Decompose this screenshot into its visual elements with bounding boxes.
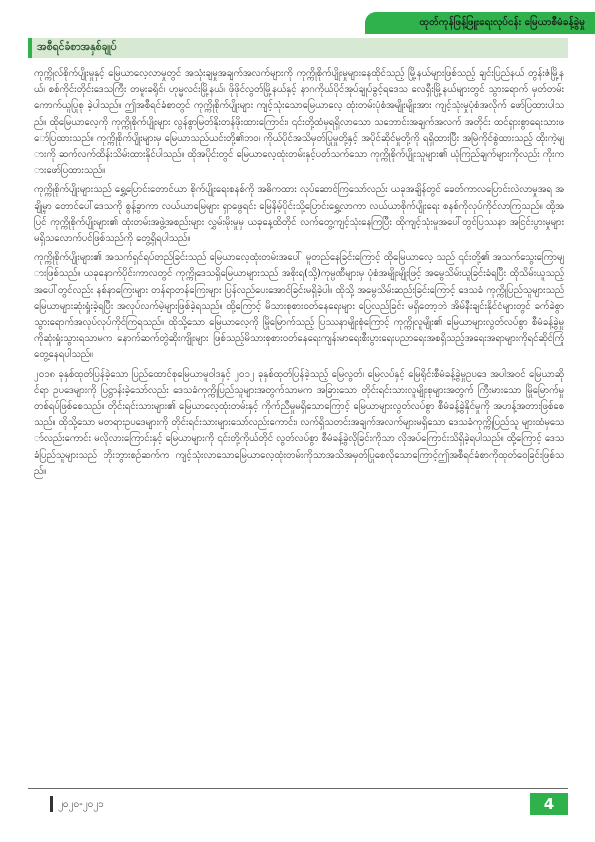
page-number: 4	[543, 795, 555, 813]
header-banner	[365, 12, 595, 34]
publication-title: ထုတ်ကုန်ဖြန့်ဖြူးရေးလုပ်ငန်း မြေယာစီမံခန့်ခွဲမှု	[419, 17, 585, 28]
section-heading-bar	[28, 38, 568, 58]
footer-bar-mark	[50, 796, 53, 812]
issue-years: ၂၀၂၀-၂၀၂၁	[58, 799, 104, 810]
paragraph-3: ကုက္ကိုစိုက်ပျိုးများ၏ အသက်ရှင်ရပ်တည်ခြင်းသည် မြေယာလေ့ထုံးတမ်းအပေါ် မူတည်နေခြင်းကြောင့် ထိုမြေယာလေ့ သည် ၎င်းတို့၏ အသက်သွေးကြောများဖြစ်သည်။ ယခုနောက်ပိုင်းကာလတွင် ကုက္ကိုဒေသရှိမြေယာများသည် အစိုးရ(သို့)ကုမ္ပဏီများမှ ပုံစံအမျိုးမျိုးဖြင့် အမွေသိမ်းယူခြင်းခံရပြီး ထိုသိမ်းယူသည့်အပေါ်တွင်လည်း နစ်နာကြေးများ တန်ရာတန်ကြေးများ ပြန်လည်ပေးအောင်ခြင်းမရှိခဲ့ပါ။ ထိုသို့ အမွေသိမ်းဆည်းခြင်းကြောင့် ဒေသခံ ကုက္ကိုပြည်သူများသည် မြေယာများဆုံးရှုံးခဲ့ရပြီး အလုပ်လက်မဲ့များဖြစ်ခဲ့ရသည်။ ထို့ကြောင့် မိသားစုစားဝတ်နေရေးများ ပြေလည်ခြင်း မရှိတော့ဘဲ အိမ်နီးချင်းနိုင်ငံများတွင် ခက်ခဲစွာသွားရောက်အလုပ်လုပ်ကိုင်ကြရသည်။ ထိုသို့သော မြေယာလေ့ကို မြိုမြောက်သည့် ပြဿနာမျိုးစုံကြောင့် ကုက္ကိုလူမျိုး၏ မြေယာများလွတ်လပ်စွာ စီမံခန့်ခွဲမှုကိုဆုံးရှုံးသွားရသာမက နောက်ဆက်တွဲဆိုးကျိုးများ ဖြစ်သည့်မိသားစုစားဝတ်နေရေးကျန်းမာရေးစီးပွားရေးပညာရေးအစရှိသည့်အရေးအရာများကိုရင်ဆိုင်ကြုံတွေ့နေရပါသည်။	[34, 252, 564, 361]
paragraph-1: ကုက္ကိုလ်စိုက်ပျိုးမှုနှင့် မြေယာလေ့လာမှုတွင် အသုံးချမှုအချက်အလက်များကို ကုက္ကိုစိုက်ပျိုးမှုများနေထိုင်သည့် မြို့နယ်များဖြစ်သည့် ချင်းပြည်နယ် တွန်းဇံမြို့နယ်၊ စစ်ကိုင်းတိုင်းဒေသကြီး တမူးခရိုင်၊ ဟုမ္မလင်းမြို့နယ်၊ ဖိုဖိုင်လွတ်မြို့နယ်နှင့် နာဂကိုယ်ပိုင်အုပ်ချုပ်ခွင့်ရဒေသ လေရှီးမြို့နယ်များတွင် သွားရောက် မှတ်တမ်းကောက်ယူပြုစု ခဲ့ပါသည်။ ဤအစီရင်ခံစာတွင် ကုက္ကိုစိုက်ပျိုးများ ကျင့်သုံးသောမြေယာလေ့ ထုံးတမ်းပုံစံအမျိုးမျိုးအား ကျင့်သုံးမှုပုံစံအလိုက် ဖော်ပြထားပါသည်။ ထိုမြေယာလေ့ကို ကုက္ကိုစိုက်ပျိုးများ လွန်စွာမြတ်နိုးတန်ဖိုးထားကြောင်း၊ ၎င်းတို့ထံမှရရှိလာသော သဘောင်းအချက်အလက် အတိုင်း ထင်ရှားစွာရေးသားဖော်ပြထားသည်။ ကုက္ကိုစိုက်ပျိုးများမှ မြေယာသည်ယင်းတို့၏ဘဝ၊ ကိုယ်ပိုင်အသိမှတ်ပြုမှုတို့နှင့် အပိုင်ဆိုင်မှုတို့ကို ရရှိထားပြီး အမြဲကိုင်စွဲထားသည့် ထိုးကဲ့များကို ဆက်လက်ထိန်းသိမ်းထားနိုင်ပါသည်။ ထိုအပိုင်းတွင် မြေယာလေ့ထုံးတမ်းနှင့်ပတ်သက်သော ကုက္ကိုစိုက်ပျိုးသူများ၏ ယုံကြည်ချက်များကိုလည်း ကိုးကားဖော်ပြထားသည်။	[34, 68, 564, 177]
section-title: အစီရင်ခံစာအနှစ်ချုပ်	[37, 41, 117, 53]
paragraph-4: ၂၀၁၈ ခုနှစ်ထုတ်ပြန်ခဲ့သော ပြည်ထောင်စုမြေယာမူဝါဒနှင့် ၂၀၁၂ ခုနှစ်ထုတ်ပြန်ခဲ့သည့် မြေလွတ်၊ မြေလပ်နှင့် မြေရိုင်းစီမံခန့်ခွဲမှုဥပဒေ အပါအဝင် မြေယာဆိုင်ရာ ဥပဒေများကို ပြဋ္ဌာန်းခဲ့သော်လည်း ဒေသခံကုက္ကိုပြည်သူများအတွက်သာမက အခြားသော တိုင်းရင်းသားလူမျိုးစုများအတွက် ကြီးမားသော မြိုမြောက်မှု တစ်ရပ်ဖြစ်စေသည်။ တိုင်းရင်းသားများ၏ မြေယာလေ့ထုံးတမ်းနှင့် ကိုက်ညီမှုမရှိသောကြောင့် မြေယာများလွတ်လပ်စွာ စီမံခန့်ခွဲနိုင်မှုကို အဟန့်အတားဖြစ်စေသည်။ ထိုသို့သော မတရားဥပဒေများကို တိုင်းရင်းသားများသော်လည်းကောင်း၊ လက်ရှိသတင်းအချက်အလက်များမရှိသော ဒေသခံကုက္ကိုပြည်သူ များထံမှသော်လည်းကောင်း မလိုလားကြောင်းနှင့် မြေယာများကို ၎င်းတို့ကိုယ်တိုင် လွတ်လပ်စွာ စီမံခန့်ခွဲလိုခြင်းကိုသာ လိုအပ်ကြောင်းသိရှိခဲ့ရပါသည်။ ထို့ကြောင့် ဒေသခံပြည်သူများသည် ဘိုးဘွားစဉ်ဆက်က ကျင့်သုံးလာသောမြေယာလေ့ထုံးတမ်းကိုသာအသိအမှတ်ပြုစေလိုသောကြောင့်ဤအစီရင်ခံစာကိုထုတ်ဝေခြင်းဖြစ်သည်။	[34, 368, 564, 477]
page-number-box	[530, 793, 568, 815]
footer-divider	[28, 788, 568, 789]
section-accent	[28, 38, 32, 58]
paragraph-2: ကုက္ကိုစိုက်ပျိုးများသည် ရွှေ့ပြောင်းတောင်ယာ စိုက်ပျိုးရေးစနစ်ကို အဓိကထား လုပ်ဆောင်ကြသော်လည်း ယခုအချိန်တွင် ခေတ်ကာလပြောင်းလဲလာမှုအရ အချို့မှာ တောင်ပေါ်ဒေသကို စွန့်ခွာကာ လယ်ယာမြေများ ရှာဖွေရင်း မြေနိမ့်ပိုင်းသို့ပြောင်းရွှေ့လာကာ လယ်ယာစိုက်ပျိုးရေး စနစ်ကိုလုပ်ကိုင်လာကြသည်။ ထို့အပြင် ကုက္ကိုစိုက်ပျိုးများ၏ ထုံးတမ်းအဖွဲ့အစည်းများ လွှမ်းမိုးမှုမှ ယခုနေ့ထိတိုင် လက်တွေ့ကျင့်သုံးနေကြပြီး ထိုကျင့်သုံးမှုအပေါ်တွင်ပြဿနာ အငြင်းပွားမှုများ မရှိသလောက်ပင်ဖြစ်သည်ကို တွေ့ရှိရပါသည်။	[34, 184, 564, 245]
body-text	[34, 66, 564, 483]
